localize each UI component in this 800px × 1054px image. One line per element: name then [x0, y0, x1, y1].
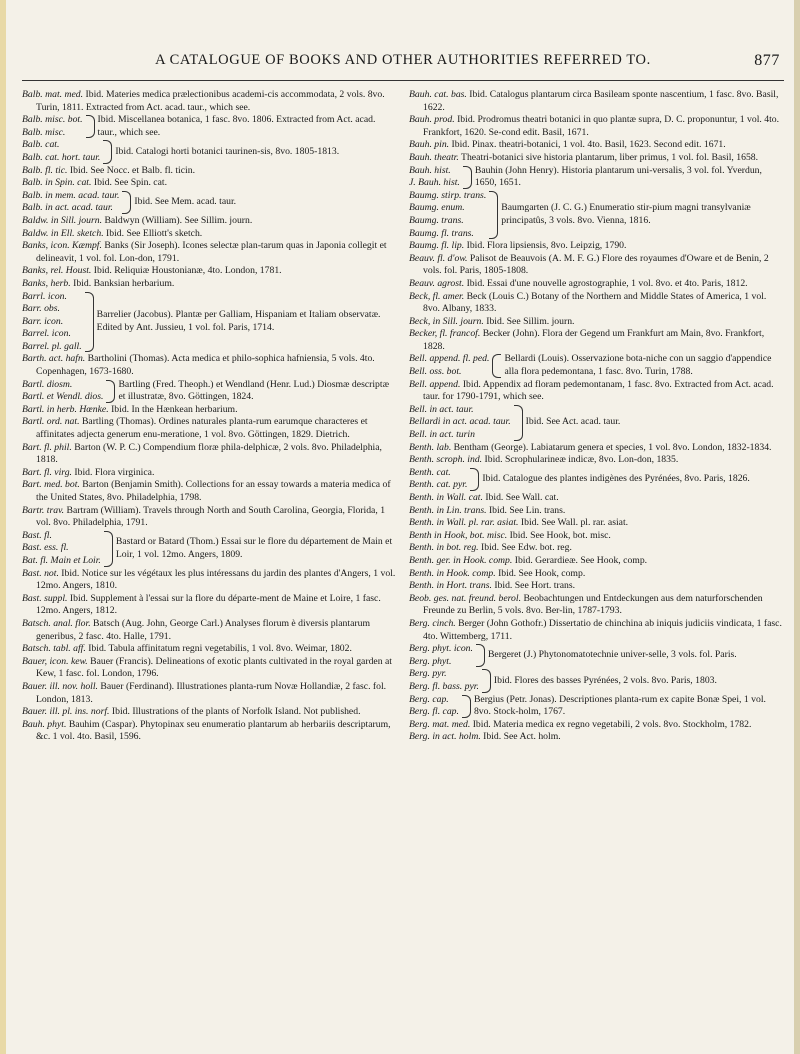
abbreviation: Bartr. trav.	[22, 504, 65, 516]
entry-description: Ibid. Materia medica ex regno vegetabili, 2 vols. 8vo. Stockholm, 1782.	[470, 718, 752, 730]
abbreviation: Benth. scroph. ind.	[409, 454, 483, 466]
abbreviation: Bast. not.	[22, 567, 59, 579]
abbreviation: Bart. fl. virg.	[22, 466, 72, 478]
entry-description: Ibid. See Hort. trans.	[491, 580, 576, 592]
grouped-entry	[409, 668, 784, 693]
catalogue-entry	[409, 114, 784, 139]
entry-description: Bartram (William). Travels through North and South Carolina, Georgia, Florida, 1 vol. 8vo. Philadelphia, 1791.	[36, 504, 386, 529]
entry-description: Ibid. Catalogue des plantes indigènes des Pyrénées, 8vo. Paris, 1826.	[482, 473, 750, 485]
abbreviation: Bell. append. fl. ped.	[409, 353, 490, 365]
entry-description: Bauhin (John Henry). Historia plantarum uni-versalis, 3 vol. fol. Yverdun, 1650, 1651.	[474, 164, 762, 189]
abbreviation: Benth. ger. in Hook. comp.	[409, 554, 513, 566]
catalogue-entry	[409, 139, 784, 152]
entry-description: Bauer (Francis). Delineations of exotic plants cultivated in the royal garden at Kew, 1 fasc. fol. London, 1796.	[36, 655, 392, 680]
abbreviation: Benth. in Lin. trans.	[409, 504, 487, 516]
abbreviation: Balb. misc. bot.	[22, 114, 83, 126]
catalogue-entry	[409, 379, 784, 404]
abbreviation: Baumg. fl. trans.	[409, 227, 474, 239]
abbreviation: Bell. in act. taur.	[409, 403, 474, 415]
catalogue-entry	[22, 643, 397, 656]
catalogue-entry	[22, 353, 397, 378]
abbreviation-list	[22, 291, 82, 354]
catalogue-entry	[22, 656, 397, 681]
entry-description: Becker (John). Flora der Gegend um Frankfurt am Main, 8vo. Frankfort, 1828.	[423, 328, 765, 352]
catalogue-entry	[409, 316, 784, 329]
entry-description: Ibid. See Sillim. journ.	[483, 315, 575, 327]
brace	[106, 380, 115, 403]
entry-description: Ibid. Catalogus plantarum circa Basileam sponte nascentium, 1 fasc. 8vo. Basil, 1622.	[423, 89, 779, 113]
entry-description: Beobachtungen und Entdeckungen aus dem naturforschenden Freunde zu Berlin, 5 vols. 8vo. Ber-lin, 1787-1793.	[423, 592, 763, 617]
entry-description: Banks (Sir Joseph). Icones selectæ plan-tarum quas in Japonia collegit et delineavit, 1 vol. fol. Lon-don, 1791.	[36, 240, 387, 264]
entry-description: Ibid. Notice sur les végétaux les plus intéressans du jardin des plantes d'Angers, 1 vol. 12mo. Angers, 1810.	[36, 567, 396, 592]
page-edge-left	[0, 0, 6, 1054]
abbreviation: Bast. suppl.	[22, 592, 68, 604]
abbreviation-list	[409, 353, 489, 378]
abbreviation: Benth. in Wall. cat.	[409, 492, 483, 503]
entry-description: Bauer (Ferdinand). Illustrationes planta-rum Novæ Hollandiæ, 2 fasc. fol. London, 1813.	[36, 680, 387, 705]
entry-description: Ibid. See Act. acad. taur.	[525, 416, 621, 428]
entry-description: Ibid. Materies medica prælectionibus academi-cis accommodata, 2 vols. 8vo. Turin, 1811. Extracted from Act. acad. taur., which see.	[36, 89, 385, 113]
brace	[86, 115, 95, 138]
abbreviation: Beob. ges. nat. freund. berol.	[409, 592, 522, 604]
catalogue-entry	[22, 681, 397, 706]
abbreviation: Bartl. diosm.	[22, 378, 73, 390]
catalogue-entry	[22, 416, 397, 441]
abbreviation: Bauer. ill. nov. holl.	[22, 680, 98, 692]
abbreviation: Barrel. pl. gall.	[22, 340, 82, 352]
abbreviation: Berg. mat. med.	[409, 718, 471, 730]
abbreviation: Berg. fl. bass. pyr.	[409, 680, 479, 692]
entry-description: Ibid. See Nocc. et Balb. fl. ticin.	[67, 164, 196, 176]
abbreviation-list	[409, 668, 479, 693]
catalogue-entry	[409, 593, 784, 618]
abbreviation: Benth. in Hort. trans.	[409, 580, 492, 592]
abbreviation-list	[22, 114, 83, 139]
entry-description: Ibid. Scrophularineæ indicæ, 8vo. Lon-don, 1835.	[482, 454, 679, 466]
catalogue-entry	[22, 442, 397, 467]
header-title: A CATALOGUE OF BOOKS AND OTHER AUTHORITIES REFERRED TO.	[155, 52, 651, 68]
abbreviation-list	[409, 643, 473, 668]
abbreviation: Bell. in act. turin	[409, 429, 475, 441]
catalogue-entry	[409, 731, 784, 744]
header-rule	[22, 80, 784, 81]
entry-description: Ibid. Catalogi horti botanici taurinen-sis, 8vo. 1805-1813.	[115, 145, 340, 157]
abbreviation: Berg. cap.	[409, 693, 449, 705]
page-number: 877	[754, 52, 780, 69]
abbreviation: Beauv. fl. d'ow.	[409, 252, 468, 264]
catalogue-entry	[22, 505, 397, 530]
entry-description: Bartholini (Thomas). Acta medica et philo-sophica hafniensia, 5 vols. 4to. Copenhagen, 1673-1680.	[36, 353, 375, 378]
catalogue-entry	[409, 618, 784, 643]
abbreviation: Benth. in Wall. pl. rar. asiat.	[409, 517, 519, 529]
abbreviation: Berg. phyt.	[409, 655, 452, 667]
brace	[85, 292, 94, 353]
abbreviation: Bartl. et Wendl. dios.	[22, 391, 104, 403]
grouped-entry	[22, 190, 397, 215]
abbreviation: Beauv. agrost.	[409, 277, 465, 289]
catalogue-entry	[22, 89, 397, 114]
entry-description: Bauhim (Caspar). Phytopinax seu enumeratio plantarum ab herbariis descriptarum, &c. 1 vol. 4to. Basil, 1596.	[36, 718, 391, 743]
grouped-entry	[409, 643, 784, 668]
abbreviation: Baumg. enum.	[409, 202, 465, 214]
catalogue-entry	[409, 278, 784, 291]
grouped-entry	[22, 530, 397, 568]
entry-description: Ibid. See Lin. trans.	[486, 504, 566, 516]
entry-description: Bartling (Thomas). Ordines naturales planta-rum earumque characteres et affinitates adjecta generum enu-meratione, 1 vol. 8vo. Göttingen, 1829. Dietrich.	[36, 416, 368, 441]
catalogue-entry	[22, 467, 397, 480]
text-columns	[22, 89, 784, 744]
entry-description: Ibid. See Edw. bot. reg.	[478, 542, 572, 554]
entry-description: Bentham (George). Labiatarum genera et species, 1 vol. 8vo. London, 1832-1834.	[451, 441, 772, 453]
catalogue-entry	[22, 265, 397, 278]
abbreviation: Benth. in Hook. comp.	[409, 567, 496, 579]
entry-description: Ibid. See Hook, comp.	[495, 567, 586, 579]
abbreviation: Bauh. cat. bas.	[409, 89, 467, 100]
entry-description: Baumgarten (J. C. G.) Enumeratio stir-pium magni transylvaniæ principatûs, 3 vols. 8vo. Vienna, 1816.	[501, 202, 751, 226]
abbreviation: Becker, fl. francof.	[409, 328, 481, 340]
abbreviation-list	[22, 379, 103, 404]
entry-description: Berger (John Gothofr.) Dissertatio de chinchina ab iniquis judiciis vindicata, 1 fasc. 4to. Wittemberg, 1711.	[423, 617, 782, 642]
abbreviation: Bauer, icon. kew.	[22, 655, 88, 667]
abbreviation: Bauh. phyt.	[22, 718, 67, 730]
grouped-entry	[409, 467, 784, 492]
entry-description: Ibid. Flora lipsiensis, 8vo. Leipzig, 1790.	[464, 240, 627, 252]
entry-description: Theatri-botanici sive historia plantarum, liber primus, 1 vol. fol. Basil, 1658.	[458, 151, 759, 163]
entry-description: Ibid. Flores des basses Pyrénées, 2 vols. 8vo. Paris, 1803.	[493, 674, 717, 686]
entry-description: Ibid. See Mem. acad. taur.	[134, 196, 237, 208]
entry-description: Bastard or Batard (Thom.) Essai sur le flore du département de Main et Loir, 1 vol. 12mo. Angers, 1809.	[115, 536, 393, 560]
catalogue-entry	[409, 492, 784, 505]
abbreviation: Batsch. tabl. aff.	[22, 643, 86, 655]
abbreviation: Benth in Hook, bot. misc.	[409, 529, 508, 541]
abbreviation: Barrel. icon.	[22, 328, 71, 340]
abbreviation: Beck, in Sill. journ.	[409, 315, 484, 327]
abbreviation: Bartl. ord. nat.	[22, 416, 80, 428]
abbreviation: Banks, icon. Kæmpf.	[22, 240, 102, 252]
entry-description: Beck (Louis C.) Botany of the Northern and Middle States of America, 1 vol. 8vo. Albany, 1833.	[423, 290, 767, 315]
catalogue-entry	[22, 228, 397, 241]
abbreviation: Baumg. trans.	[409, 214, 464, 226]
abbreviation-list	[409, 190, 486, 240]
abbreviation: Bauh. pin.	[409, 139, 450, 151]
abbreviation: Bart. fl. phil.	[22, 441, 72, 453]
entry-description: Ibid. Banksian herbarium.	[70, 277, 175, 289]
abbreviation: Bartl. in herb. Hœnke.	[22, 403, 109, 415]
catalogue-entry	[22, 479, 397, 504]
entry-description: Ibid. See Wall. cat.	[482, 492, 559, 503]
entry-description: Ibid. Illustrations of the plants of Norfolk Island. Not published.	[109, 706, 361, 718]
abbreviation: Batsch. anal. flor.	[22, 617, 91, 629]
abbreviation: J. Bauh. hist.	[409, 177, 460, 189]
abbreviation: Barr. icon.	[22, 315, 64, 327]
entry-description: Barton (Benjamin Smith). Collections for an essay towards a materia medica of the United States, 8vo. Philadelphia, 1798.	[36, 479, 391, 503]
brace	[103, 140, 112, 163]
brace	[514, 405, 523, 441]
right-column	[409, 89, 784, 744]
entry-description: Batsch (Aug. John, George Carl.) Analyses florum è diversis plantarum generibus, 2 fasc. 4to. Halle, 1791.	[36, 617, 370, 642]
abbreviation: Baumg. fl. lip.	[409, 240, 465, 252]
catalogue-entry	[409, 240, 784, 253]
abbreviation-list	[22, 139, 100, 164]
abbreviation: Balb. in Spin. cat.	[22, 177, 92, 189]
catalogue-entry	[409, 442, 784, 455]
catalogue-entry	[409, 542, 784, 555]
entry-description: Barrelier (Jacobus). Plantæ per Galliam, Hispaniam et Italiam observatæ. Edited by Ant. Jussieu, 1 vol. fol. Paris, 1714.	[96, 309, 381, 333]
catalogue-entry	[409, 719, 784, 732]
abbreviation: Benth. cat. pyr.	[409, 479, 468, 491]
brace	[489, 191, 498, 239]
catalogue-entry	[22, 719, 397, 744]
abbreviation: Bellardi in act. acad. taur.	[409, 416, 511, 428]
catalogue-entry	[409, 580, 784, 593]
abbreviation: Bauh. theatr.	[409, 151, 459, 163]
catalogue-entry	[22, 618, 397, 643]
brace	[462, 695, 471, 718]
entry-description: Ibid. Pinax. theatri-botanici, 1 vol. 4to. Basil, 1623. Second edit. 1671.	[449, 139, 726, 151]
entry-description: Barton (W. P. C.) Compendium floræ phila-delphicæ, 2 vols. 8vo. Philadelphia, 1818.	[36, 441, 382, 466]
brace	[476, 644, 485, 667]
catalogue-entry	[409, 454, 784, 467]
grouped-entry	[409, 404, 784, 442]
abbreviation: Berg. fl. cap.	[409, 706, 459, 718]
catalogue-entry	[22, 240, 397, 265]
catalogue-entry	[409, 530, 784, 543]
brace	[463, 166, 472, 189]
abbreviation: Balb. cat. hort. taur.	[22, 151, 101, 163]
abbreviation: Beck, fl. amer.	[409, 290, 465, 302]
abbreviation: Balb. mat. med.	[22, 89, 84, 100]
abbreviation: Baldw. in Ell. sketch.	[22, 227, 104, 239]
grouped-entry	[22, 139, 397, 164]
entry-description: Ibid. Miscellanea botanica, 1 fasc. 8vo. 1806. Extracted from Act. acad. taur., which see.	[97, 114, 376, 138]
catalogue-entry	[409, 555, 784, 568]
entry-description: Bergeret (J.) Phytonomatotechnie univer-selle, 3 vols. fol. Paris.	[487, 649, 737, 661]
catalogue-entry	[409, 152, 784, 165]
abbreviation: Balb. cat.	[22, 139, 60, 151]
catalogue-entry	[409, 291, 784, 316]
entry-description: Ibid. See Wall. pl. rar. asiat.	[518, 517, 629, 529]
abbreviation: Barr. obs.	[22, 303, 60, 315]
abbreviation: Benth. cat.	[409, 466, 451, 478]
entry-description: Ibid. See Hook, bot. misc.	[507, 529, 611, 541]
entry-description: Ibid. See Elliott's sketch.	[103, 227, 203, 239]
entry-description: Ibid. Flora virginica.	[71, 466, 155, 478]
grouped-entry	[22, 379, 397, 404]
abbreviation: Baumg. stirp. trans.	[409, 189, 487, 201]
catalogue-entry	[22, 278, 397, 291]
abbreviation: Barth. act. hafn.	[22, 353, 86, 365]
catalogue-entry	[22, 404, 397, 417]
brace	[492, 354, 501, 377]
abbreviation: Balb. fl. tic.	[22, 164, 68, 176]
brace	[470, 468, 479, 491]
abbreviation: Bast. fl.	[22, 529, 52, 541]
abbreviation: Balb. in mem. acad. taur.	[22, 189, 120, 201]
grouped-entry	[22, 114, 397, 139]
abbreviation-list	[409, 404, 511, 442]
grouped-entry	[409, 165, 784, 190]
abbreviation: Berg. pyr.	[409, 668, 447, 680]
abbreviation: Berg. phyt. icon.	[409, 643, 473, 655]
abbreviation: Balb. in act. acad. taur.	[22, 202, 113, 214]
brace	[482, 669, 491, 692]
grouped-entry	[409, 353, 784, 378]
catalogue-entry	[409, 253, 784, 278]
grouped-entry	[409, 190, 784, 240]
abbreviation: Bat. fl. Main et Loir.	[22, 554, 101, 566]
entry-description: Ibid. Gerardieæ. See Hook, comp.	[512, 554, 648, 566]
entry-description: Bartling (Fred. Theoph.) et Wendland (Henr. Lud.) Diosmæ descriptæ et illustratæ, 8vo. Göttingen, 1824.	[118, 378, 390, 403]
catalogue-entry	[409, 568, 784, 581]
catalogue-entry	[22, 177, 397, 190]
abbreviation: Bell. append.	[409, 378, 461, 390]
entry-description: Ibid. Appendix ad floram pedemontanam, 1 fasc. 8vo. Extracted from Act. acad. taur. for 1790-1791, which see.	[423, 378, 774, 403]
grouped-entry	[22, 291, 397, 354]
entry-description: Ibid. Supplement à l'essai sur la flore du départe-ment de Maine et Loire, 1 fasc. 12mo. Angers, 1812.	[36, 592, 381, 617]
entry-description: Ibid. Prodromus theatri botanici in quo plantæ supra, D. C. proponuntur, 1 vol. 4to. Frankfort, 1620. Se-cond edit. Basil, 1671.	[423, 114, 780, 138]
abbreviation-list	[409, 165, 460, 190]
abbreviation: Banks, rel. Houst.	[22, 265, 92, 277]
abbreviation: Benth. in bot. reg.	[409, 542, 479, 554]
abbreviation: Berg. in act. holm.	[409, 731, 481, 743]
abbreviation: Berg. cinch.	[409, 617, 456, 629]
abbreviation: Bauh. hist.	[409, 164, 451, 176]
abbreviation: Bast. ess. fl.	[22, 542, 69, 554]
abbreviation: Bart. med. bot.	[22, 479, 80, 491]
catalogue-entry	[22, 706, 397, 719]
entry-description: Bergius (Petr. Jonas). Descriptiones planta-rum ex capite Bonæ Spei, 1 vol. 8vo. Stock-holm, 1767.	[473, 693, 766, 718]
brace	[122, 191, 131, 214]
abbreviation: Bauer. ill. pl. ins. norf.	[22, 706, 110, 718]
abbreviation: Benth. lab.	[409, 441, 452, 453]
brace	[104, 531, 113, 567]
catalogue-entry	[409, 89, 784, 114]
page-edge-right	[794, 0, 800, 1054]
abbreviation: Baldw. in Sill. journ.	[22, 214, 103, 226]
abbreviation-list	[409, 467, 467, 492]
abbreviation: Banks, herb.	[22, 277, 71, 289]
entry-description: Bellardi (Louis). Osservazione bota-niche con un saggio d'appendice alla flora pedemontana, 1 fasc. 8vo. Turin, 1788.	[504, 353, 772, 378]
entry-description: Palisot de Beauvois (A. M. F. G.) Flore des royaumes d'Oware et de Benin, 2 vols. fol. Paris, 1805-1808.	[423, 252, 769, 277]
entry-description: Ibid. See Spin. cat.	[91, 177, 168, 189]
abbreviation-list	[22, 190, 119, 215]
left-column	[22, 89, 397, 744]
catalogue-entry	[409, 517, 784, 530]
entry-description: Ibid. See Act. holm.	[480, 731, 561, 743]
entry-description: Ibid. Essai d'une nouvelle agrostographie, 1 vol. 8vo. et 4to. Paris, 1812.	[464, 277, 748, 289]
entry-description: Ibid. Tabula affinitatum regni vegetabilis, 1 vol. 8vo. Weimar, 1802.	[85, 643, 352, 655]
entry-description: Ibid. In the Hænkean herbarium.	[108, 403, 238, 415]
catalogue-entry	[22, 593, 397, 618]
catalogue-entry	[409, 328, 784, 353]
running-header	[22, 52, 784, 78]
entry-description: Ibid. Reliquiæ Houstonianæ, 4to. London, 1781.	[91, 265, 282, 277]
abbreviation: Barrl. icon.	[22, 290, 67, 302]
catalogue-entry	[22, 568, 397, 593]
abbreviation-list	[22, 530, 101, 568]
abbreviation-list	[409, 694, 459, 719]
catalogue-entry	[22, 165, 397, 178]
catalogue-entry	[409, 505, 784, 518]
abbreviation: Bell. oss. bot.	[409, 366, 462, 378]
entry-description: Baldwyn (William). See Sillim. journ.	[102, 214, 253, 226]
grouped-entry	[409, 694, 784, 719]
abbreviation: Bauh. prod.	[409, 114, 455, 126]
catalogue-entry	[22, 215, 397, 228]
abbreviation: Balb. misc.	[22, 126, 66, 138]
